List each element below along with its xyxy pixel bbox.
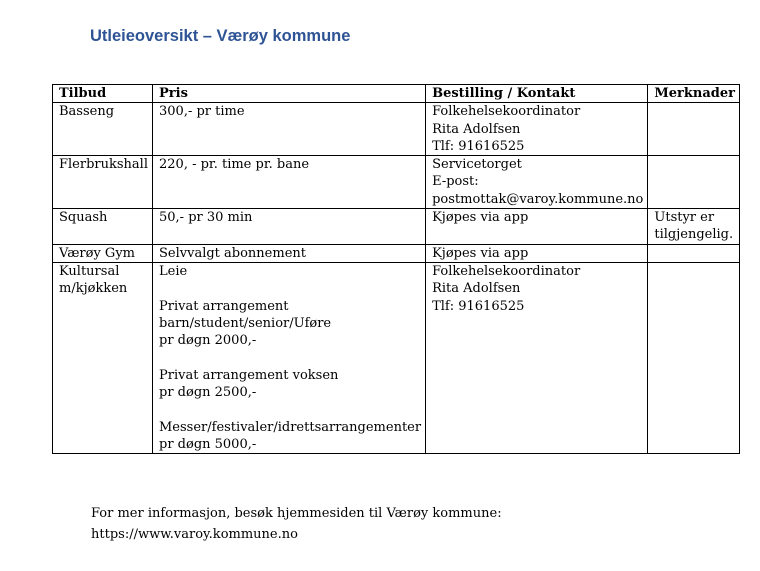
footer-info: [91, 503, 502, 545]
table-row: [53, 244, 740, 262]
cell-kontakt: [426, 244, 648, 262]
cell-pris: [153, 244, 426, 262]
header-tilbud: Tilbud: [53, 85, 153, 103]
cell-line: Folkehelsekoordinator: [432, 104, 581, 120]
cell-kontakt: [426, 156, 648, 209]
cell-line: Basseng: [59, 104, 115, 120]
table-row: [53, 156, 740, 209]
cell-line: Tlf: 91616525: [432, 138, 525, 154]
cell-line: Privat arrangement voksen: [159, 367, 339, 383]
cell-line: Squash: [59, 210, 108, 226]
cell-line: Folkehelsekoordinator: [432, 263, 581, 279]
cell-line: Servicetorget: [432, 157, 522, 173]
cell-spacer: [159, 280, 421, 297]
page-title: Utleieoversikt – Værøy kommune: [90, 27, 351, 45]
cell-tilbud: [53, 262, 153, 453]
cell-line: Kjøpes via app: [432, 245, 529, 261]
cell-line: Rita Adolfsen: [432, 281, 521, 297]
cell-line: Utstyr er: [654, 210, 715, 226]
cell-line: 50,- pr 30 min: [159, 210, 253, 226]
cell-merknader: [648, 262, 740, 453]
cell-merknader: [648, 156, 740, 209]
cell-line: barn/student/senior/Uføre: [159, 315, 332, 331]
cell-line: postmottak@varoy.kommune.no: [432, 191, 644, 207]
cell-line: pr døgn 5000,-: [159, 436, 257, 452]
cell-line: Leie: [159, 263, 188, 279]
cell-kontakt: [426, 209, 648, 245]
cell-line: Privat arrangement: [159, 298, 289, 314]
cell-pris: [153, 262, 426, 453]
cell-merknader: [648, 209, 740, 245]
cell-line: Flerbrukshall: [59, 157, 148, 173]
cell-spacer: [159, 401, 421, 418]
cell-line: Selvvalgt abonnement: [159, 245, 306, 261]
cell-kontakt: [426, 103, 648, 156]
table-header-row: [53, 85, 740, 103]
table-row: [53, 262, 740, 453]
header-pris: Pris: [153, 85, 426, 103]
cell-line: Messer/festivaler/idrettsarrangementer: [159, 419, 422, 435]
cell-line: 300,- pr time: [159, 104, 245, 120]
rental-table: [52, 84, 740, 454]
table-row: [53, 103, 740, 156]
cell-line: E-post:: [432, 174, 479, 190]
cell-tilbud: [53, 244, 153, 262]
cell-kontakt: [426, 262, 648, 453]
cell-merknader: [648, 103, 740, 156]
cell-line: Tlf: 91616525: [432, 298, 525, 314]
cell-line: tilgjengelig.: [654, 227, 734, 243]
header-kontakt: Bestilling / Kontakt: [426, 85, 648, 103]
cell-tilbud: [53, 156, 153, 209]
cell-line: 220, - pr. time pr. bane: [159, 157, 310, 173]
cell-line: Rita Adolfsen: [432, 121, 521, 137]
cell-merknader: [648, 244, 740, 262]
footer-text: For mer informasjon, besøk hjemmesiden til Værøy kommune:: [91, 506, 502, 521]
footer-link[interactable]: https://www.varoy.kommune.no: [91, 527, 298, 542]
cell-pris: [153, 103, 426, 156]
cell-line: Kultursal: [59, 263, 120, 279]
cell-pris: [153, 209, 426, 245]
cell-line: m/kjøkken: [59, 281, 128, 297]
cell-line: Værøy Gym: [59, 245, 135, 261]
cell-spacer: [159, 349, 421, 366]
cell-line: pr døgn 2000,-: [159, 333, 257, 349]
cell-line: pr døgn 2500,-: [159, 385, 257, 401]
cell-line: Kjøpes via app: [432, 210, 529, 226]
table-row: [53, 209, 740, 245]
cell-tilbud: [53, 209, 153, 245]
header-merknader: Merknader: [648, 85, 740, 103]
cell-tilbud: [53, 103, 153, 156]
cell-pris: [153, 156, 426, 209]
